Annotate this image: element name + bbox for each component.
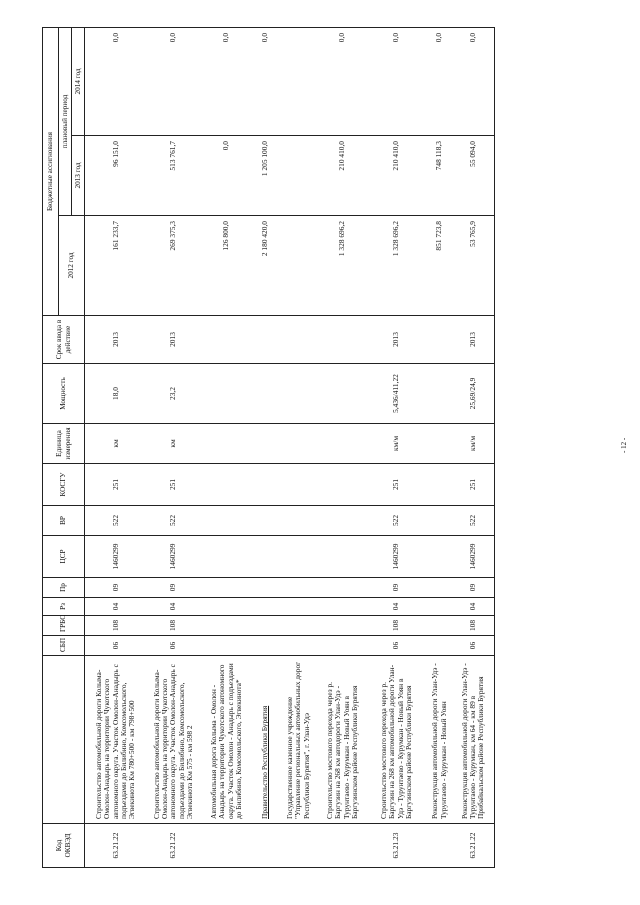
header-name xyxy=(43,656,85,824)
cell-csr: 1460299 xyxy=(85,536,147,578)
cell-name: Строительство автомобильной дороги Колыма-Омолон-Анадырь на территории Чукотского автономного округа. Участок Омолон-Анадырь с подъездами до Билибино, Комсомольского, Эгвекинота Км 780+500 - км 798+500 xyxy=(85,656,147,824)
cell-okved xyxy=(279,824,319,868)
cell-y2014: 0,0 xyxy=(427,27,453,135)
cell-unit xyxy=(279,424,319,464)
header-2014: 2014 год xyxy=(72,27,85,135)
header-budget: Бюджетные ассигнования xyxy=(43,27,59,315)
cell-pr xyxy=(279,578,319,598)
cell-y2014: 0,0 xyxy=(147,27,201,135)
cell-kosgu: 251 xyxy=(85,464,147,506)
cell-commission: 2013 xyxy=(85,316,147,364)
cell-grbs xyxy=(279,616,319,636)
cell-y2013 xyxy=(279,136,319,216)
header-kosgu: КОСГУ xyxy=(43,464,85,506)
cell-y2012: 269 375,3 xyxy=(147,216,201,316)
cell-name: Строительство мостового перехода через р. Баргузин на 268 км автомобильной дороги Улан-Удэ - Турунтаево - Курумкан - Новый Уоян в Баргузинском районе Республики Бурятия xyxy=(367,656,427,824)
cell-pr xyxy=(427,578,453,598)
cell-y2014: 0,0 xyxy=(85,27,147,135)
cell-y2014 xyxy=(279,27,319,135)
cell-csr: 1460299 xyxy=(453,536,495,578)
header-commission: Срок ввода в действие xyxy=(43,316,85,364)
cell-y2012: 1 328 696,2 xyxy=(367,216,427,316)
cell-capacity: 18,0 xyxy=(85,364,147,424)
cell-grbs xyxy=(201,616,253,636)
cell-y2014: 0,0 xyxy=(319,27,367,135)
cell-y2014: 0,0 xyxy=(367,27,427,135)
cell-csr xyxy=(279,536,319,578)
cell-csr xyxy=(253,536,279,578)
header-pr: Пр xyxy=(43,578,85,598)
cell-y2013: 748 118,3 xyxy=(427,136,453,216)
cell-okved: 63.21.23 xyxy=(367,824,427,868)
cell-name: Строительство автомобильной дороги Колыма-Омолон-Анадырь на территории Чукотского автономного округа. Участок Омолон-Анадырь с подъездами до Билибино, Комсомольского, Эгвекинота Км 575 - км 598 2 xyxy=(147,656,201,824)
cell-sbp xyxy=(427,636,453,656)
budget-table xyxy=(42,27,495,868)
cell-capacity: 25,69/24,9 xyxy=(453,364,495,424)
cell-csr xyxy=(319,536,367,578)
cell-y2014: 0,0 xyxy=(453,27,495,135)
cell-grbs xyxy=(319,616,367,636)
cell-capacity xyxy=(201,364,253,424)
table-row xyxy=(367,27,427,867)
cell-kosgu xyxy=(279,464,319,506)
cell-capacity: 5,436/411,22 xyxy=(367,364,427,424)
cell-capacity: 23,2 xyxy=(147,364,201,424)
cell-capacity xyxy=(253,364,279,424)
cell-pr xyxy=(201,578,253,598)
cell-unit: км xyxy=(85,424,147,464)
cell-kosgu: 251 xyxy=(453,464,495,506)
cell-y2012: 851 723,8 xyxy=(427,216,453,316)
cell-unit xyxy=(427,424,453,464)
header-sbp: СБП xyxy=(43,636,85,656)
header-vr: ВР xyxy=(43,506,85,536)
cell-sbp xyxy=(201,636,253,656)
cell-sbp xyxy=(279,636,319,656)
cell-y2012 xyxy=(279,216,319,316)
cell-vr: 522 xyxy=(367,506,427,536)
cell-kosgu xyxy=(319,464,367,506)
table-row xyxy=(85,27,147,867)
cell-unit: км xyxy=(147,424,201,464)
cell-kosgu: 251 xyxy=(367,464,427,506)
cell-kosgu: 251 xyxy=(147,464,201,506)
cell-pr: 09 xyxy=(453,578,495,598)
cell-sbp xyxy=(319,636,367,656)
table-row xyxy=(253,27,279,867)
cell-kosgu xyxy=(201,464,253,506)
cell-commission xyxy=(319,316,367,364)
cell-capacity xyxy=(319,364,367,424)
cell-rz: 04 xyxy=(147,598,201,616)
cell-csr xyxy=(427,536,453,578)
header-plan-period: плановый период xyxy=(59,27,72,215)
cell-commission: 2013 xyxy=(367,316,427,364)
header-unit: Единица измерения xyxy=(43,424,85,464)
cell-commission: 2013 xyxy=(147,316,201,364)
cell-okved: 63.21.22 xyxy=(453,824,495,868)
cell-grbs: 108 xyxy=(367,616,427,636)
cell-y2013: 210 410,0 xyxy=(367,136,427,216)
cell-grbs xyxy=(427,616,453,636)
cell-y2013: 0,0 xyxy=(201,136,253,216)
cell-name: Реконструкция автомобильной дороги Улан-Удэ - Турунтаево - Курумкан, км 64 - км 89 в Прибайкальском районе Республики Бурятия xyxy=(453,656,495,824)
cell-sbp: 06 xyxy=(85,636,147,656)
cell-y2012: 53 765,9 xyxy=(453,216,495,316)
cell-csr xyxy=(201,536,253,578)
cell-commission xyxy=(427,316,453,364)
cell-unit xyxy=(253,424,279,464)
cell-rz xyxy=(319,598,367,616)
cell-pr: 09 xyxy=(147,578,201,598)
header-okved: Код ОКВЭД xyxy=(43,824,85,868)
cell-sbp xyxy=(253,636,279,656)
cell-unit xyxy=(201,424,253,464)
cell-okved xyxy=(319,824,367,868)
cell-unit: км/м xyxy=(453,424,495,464)
header-csr: ЦСР xyxy=(43,536,85,578)
cell-okved xyxy=(201,824,253,868)
cell-csr: 1460299 xyxy=(147,536,201,578)
cell-name: Реконструкция автомобильной дороги Улан-Удэ - Турунтаево - Курумкан - Новый Уоян xyxy=(427,656,453,824)
cell-commission xyxy=(279,316,319,364)
cell-commission xyxy=(253,316,279,364)
table-row xyxy=(453,27,495,867)
cell-y2014: 0,0 xyxy=(201,27,253,135)
cell-okved: 63.21.22 xyxy=(85,824,147,868)
table-row xyxy=(201,27,253,867)
cell-rz: 04 xyxy=(367,598,427,616)
table-row xyxy=(147,27,201,867)
cell-name: Государственное казенное учреждение "Управление региональных автомобильных дорог Республики Бурятия", г. Улан-Удэ xyxy=(279,656,319,824)
header-grbs: ГРБС xyxy=(43,616,85,636)
table-row xyxy=(319,27,367,867)
cell-rz: 04 xyxy=(453,598,495,616)
cell-vr xyxy=(253,506,279,536)
cell-y2012: 1 328 696,2 xyxy=(319,216,367,316)
cell-pr xyxy=(319,578,367,598)
cell-rz xyxy=(201,598,253,616)
cell-y2013: 1 205 100,0 xyxy=(253,136,279,216)
cell-y2013: 210 410,0 xyxy=(319,136,367,216)
cell-y2012: 126 800,0 xyxy=(201,216,253,316)
header-capacity: Мощность xyxy=(43,364,85,424)
cell-sbp: 06 xyxy=(147,636,201,656)
cell-rz xyxy=(253,598,279,616)
header-2013: 2013 год xyxy=(72,136,85,216)
cell-rz xyxy=(427,598,453,616)
cell-okved: 63.21.22 xyxy=(147,824,201,868)
cell-grbs: 108 xyxy=(147,616,201,636)
cell-unit: км/м xyxy=(367,424,427,464)
cell-name: Автомобильная дорога Колыма - Омолон - Анадырь на территории Чукотского автономного округа. Участок Омолон - Анадырь с подъездами до Билибино, Комсомольского, Эгвекинота* xyxy=(201,656,253,824)
cell-capacity xyxy=(279,364,319,424)
header-rz: Рз xyxy=(43,598,85,616)
cell-commission xyxy=(201,316,253,364)
cell-commission: 2013 xyxy=(453,316,495,364)
cell-vr: 522 xyxy=(453,506,495,536)
cell-okved xyxy=(253,824,279,868)
cell-okved xyxy=(427,824,453,868)
cell-vr xyxy=(319,506,367,536)
page-number: - 12 - xyxy=(620,437,628,453)
cell-name: Правительство Республики Бурятия xyxy=(253,656,279,824)
cell-y2013: 96 151,0 xyxy=(85,136,147,216)
cell-grbs xyxy=(253,616,279,636)
cell-vr xyxy=(201,506,253,536)
cell-vr: 522 xyxy=(85,506,147,536)
cell-grbs: 108 xyxy=(453,616,495,636)
cell-grbs: 108 xyxy=(85,616,147,636)
cell-rz: 04 xyxy=(85,598,147,616)
cell-csr: 1460299 xyxy=(367,536,427,578)
header-2012: 2012 год xyxy=(59,216,85,316)
cell-sbp: 06 xyxy=(453,636,495,656)
cell-vr xyxy=(427,506,453,536)
cell-y2012: 161 233,7 xyxy=(85,216,147,316)
cell-kosgu xyxy=(253,464,279,506)
cell-pr: 09 xyxy=(85,578,147,598)
cell-name: Строительство мостового перехода через р. Баргузин на 268 км автодороги Улан-Удэ - Турунтаево - Курумкан - Новый Уоян в Баргузинском районе Республики Бурятия xyxy=(319,656,367,824)
cell-unit xyxy=(319,424,367,464)
cell-vr xyxy=(279,506,319,536)
cell-capacity xyxy=(427,364,453,424)
cell-rz xyxy=(279,598,319,616)
cell-pr xyxy=(253,578,279,598)
table-row xyxy=(427,27,453,867)
cell-vr: 522 xyxy=(147,506,201,536)
cell-pr: 09 xyxy=(367,578,427,598)
cell-y2012: 2 180 420,0 xyxy=(253,216,279,316)
cell-sbp: 06 xyxy=(367,636,427,656)
cell-y2014: 0,0 xyxy=(253,27,279,135)
table-row xyxy=(279,27,319,867)
cell-y2013: 55 094,0 xyxy=(453,136,495,216)
cell-kosgu xyxy=(427,464,453,506)
cell-y2013: 513 761,7 xyxy=(147,136,201,216)
